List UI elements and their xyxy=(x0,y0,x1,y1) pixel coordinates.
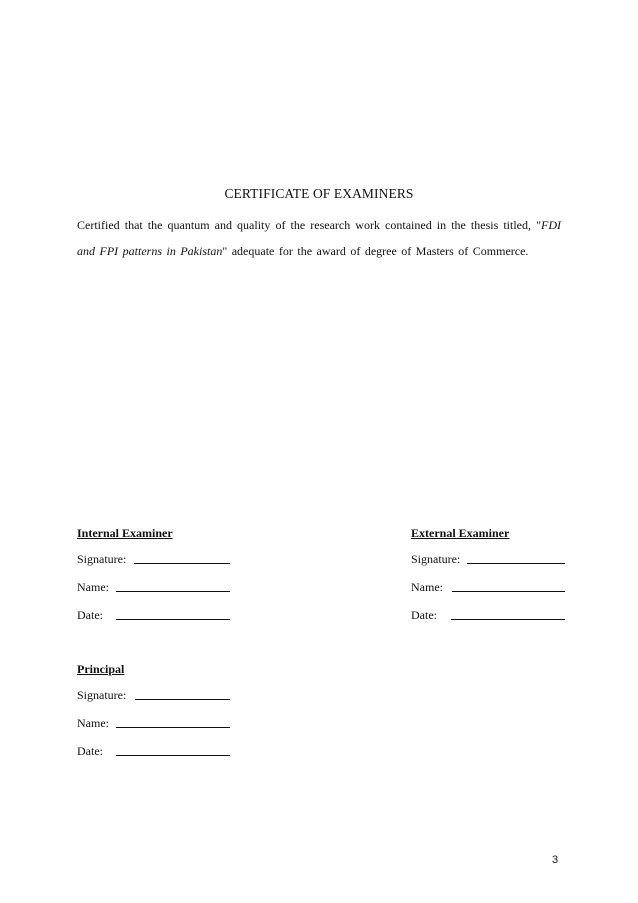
principal-signature-label: Signature: xyxy=(77,688,127,702)
page-number: 3 xyxy=(552,854,559,866)
principal-signature-row xyxy=(77,688,237,716)
internal-signature-line[interactable] xyxy=(134,563,230,564)
paragraph-text-start: Certified that the quantum and quality of the research work contained in the thesis titled, " xyxy=(77,218,541,232)
principal-signature-line[interactable] xyxy=(135,699,230,700)
principal-name-row xyxy=(77,716,237,744)
principal-block xyxy=(77,662,237,772)
external-name-row xyxy=(411,580,571,608)
internal-signature-row xyxy=(77,552,237,580)
certificate-title: CERTIFICATE OF EXAMINERS xyxy=(224,186,414,201)
principal-heading: Principal xyxy=(77,662,125,676)
external-date-row xyxy=(411,608,571,636)
external-name-label: Name: xyxy=(411,580,443,594)
internal-date-row xyxy=(77,608,237,636)
external-signature-label: Signature: xyxy=(411,552,461,566)
internal-name-line[interactable] xyxy=(116,591,230,592)
external-signature-line[interactable] xyxy=(467,563,565,564)
thesis-title: FDI and FPI patterns in Pakistan xyxy=(77,218,561,258)
principal-date-row xyxy=(77,744,237,772)
internal-date-label: Date: xyxy=(77,608,103,622)
principal-date-label: Date: xyxy=(77,744,103,758)
principal-date-line[interactable] xyxy=(116,755,230,756)
certification-paragraph xyxy=(77,212,561,264)
internal-examiner-block xyxy=(77,526,237,636)
external-examiner-heading: External Examiner xyxy=(411,526,510,540)
external-date-label: Date: xyxy=(411,608,437,622)
internal-signature-label: Signature: xyxy=(77,552,127,566)
external-signature-row xyxy=(411,552,571,580)
external-examiner-block xyxy=(411,526,571,636)
internal-examiner-heading: Internal Examiner xyxy=(77,526,173,540)
paragraph-text-end: " adequate for the award of degree of Masters of Commerce. xyxy=(222,244,529,258)
internal-date-line[interactable] xyxy=(116,619,230,620)
external-name-line[interactable] xyxy=(452,591,565,592)
principal-name-line[interactable] xyxy=(116,727,230,728)
external-date-line[interactable] xyxy=(451,619,565,620)
internal-name-label: Name: xyxy=(77,580,109,594)
internal-name-row xyxy=(77,580,237,608)
principal-name-label: Name: xyxy=(77,716,109,730)
